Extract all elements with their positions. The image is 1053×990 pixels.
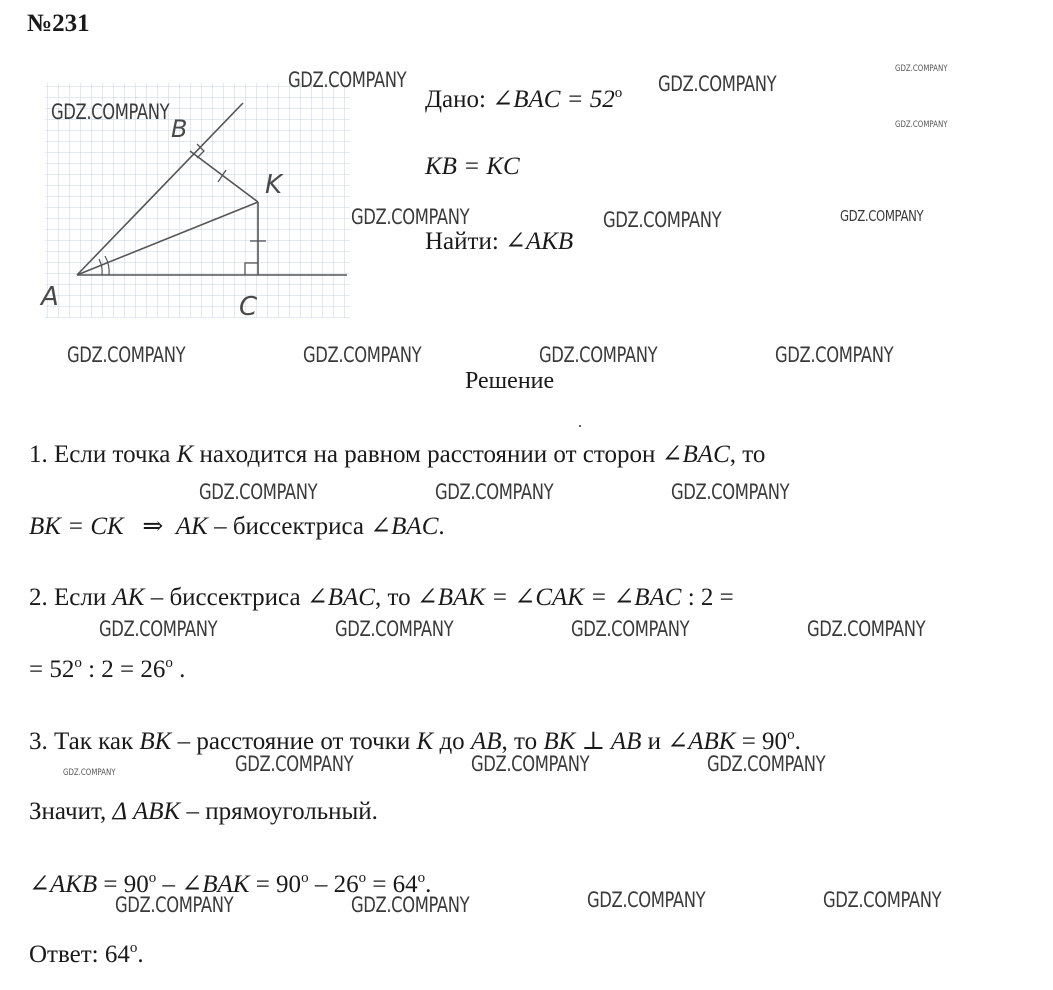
watermark: GDZ.COMPANY: [671, 480, 790, 504]
watermark: GDZ.COMPANY: [288, 68, 407, 92]
watermark: GDZ.COMPANY: [335, 617, 454, 641]
watermark: GDZ.COMPANY: [775, 343, 894, 367]
watermark: GDZ.COMPANY: [351, 893, 470, 917]
watermark-small: GDZ.COMPANY: [63, 768, 116, 778]
degree-mark: o: [614, 85, 623, 101]
watermark: GDZ.COMPANY: [707, 752, 826, 776]
problem-number: №231: [27, 10, 90, 37]
label-c: C: [239, 292, 258, 322]
step-3-line-2: Значит, Δ ABK – прямоугольный.: [29, 798, 378, 825]
angle-symbol: ∠: [505, 228, 526, 255]
given-expr: BAC = 52: [513, 86, 615, 113]
angle-symbol: ∠: [492, 86, 514, 113]
solution-heading: Решение: [465, 368, 555, 394]
find-label: Найти:: [425, 228, 499, 255]
watermark: GDZ.COMPANY: [351, 205, 470, 229]
label-b: B: [171, 115, 188, 143]
given-line-1: [425, 84, 622, 114]
watermark-small: GDZ.COMPANY: [895, 64, 948, 74]
watermark: GDZ.COMPANY: [471, 752, 590, 776]
watermark: GDZ.COMPANY: [303, 343, 422, 367]
step-2-line-1: 2. Если AK – биссектриса ∠BAC, то ∠BAK = ∠CAK = ∠BAC : 2 =: [29, 584, 734, 611]
step-1-line-1: 1. Если точка K находится на равном расстоянии от сторон ∠BAC, то: [29, 441, 766, 468]
watermark: GDZ.COMPANY: [115, 893, 234, 917]
watermark: GDZ.COMPANY: [603, 208, 722, 232]
watermark: GDZ.COMPANY: [571, 617, 690, 641]
step-2-line-2: = $52^o$ : $2 = 26^o$ .: [29, 655, 186, 683]
watermark: GDZ.COMPANY: [658, 72, 777, 96]
step-1-line-2: BK = CK ⇒ AK – биссектриса ∠BAC.: [29, 513, 445, 540]
given-label: Дано:: [425, 86, 486, 113]
step-3-line-1: 3. Так как BK – расстояние от точки K до AB, то BK ⊥ AB и ∠ABK = $90^o$.: [29, 727, 801, 755]
watermark: GDZ.COMPANY: [99, 617, 218, 641]
label-a: A: [41, 282, 59, 312]
find-expr: AKB: [525, 228, 574, 255]
watermark: GDZ.COMPANY: [807, 617, 926, 641]
given-line-2: KB = KC: [425, 153, 520, 180]
find-line: [425, 226, 573, 256]
watermark-small: GDZ.COMPANY: [895, 120, 948, 130]
watermark: GDZ.COMPANY: [67, 343, 186, 367]
watermark: GDZ.COMPANY: [235, 752, 354, 776]
watermark: GDZ.COMPANY: [435, 480, 554, 504]
calculation-line: ∠AKB = $90^o$ – ∠BAK = $90^o - 26^o = 64^o$.: [29, 870, 432, 898]
watermark: GDZ.COMPANY: [840, 207, 924, 225]
watermark: GDZ.COMPANY: [587, 888, 706, 912]
answer-line: Ответ: 64$^o$.: [29, 940, 144, 968]
stray-dot: [579, 425, 581, 427]
watermark: GDZ.COMPANY: [539, 343, 658, 367]
watermark: GDZ.COMPANY: [823, 888, 942, 912]
watermark: GDZ.COMPANY: [51, 100, 170, 124]
label-k: K: [265, 170, 283, 200]
watermark: GDZ.COMPANY: [199, 480, 318, 504]
